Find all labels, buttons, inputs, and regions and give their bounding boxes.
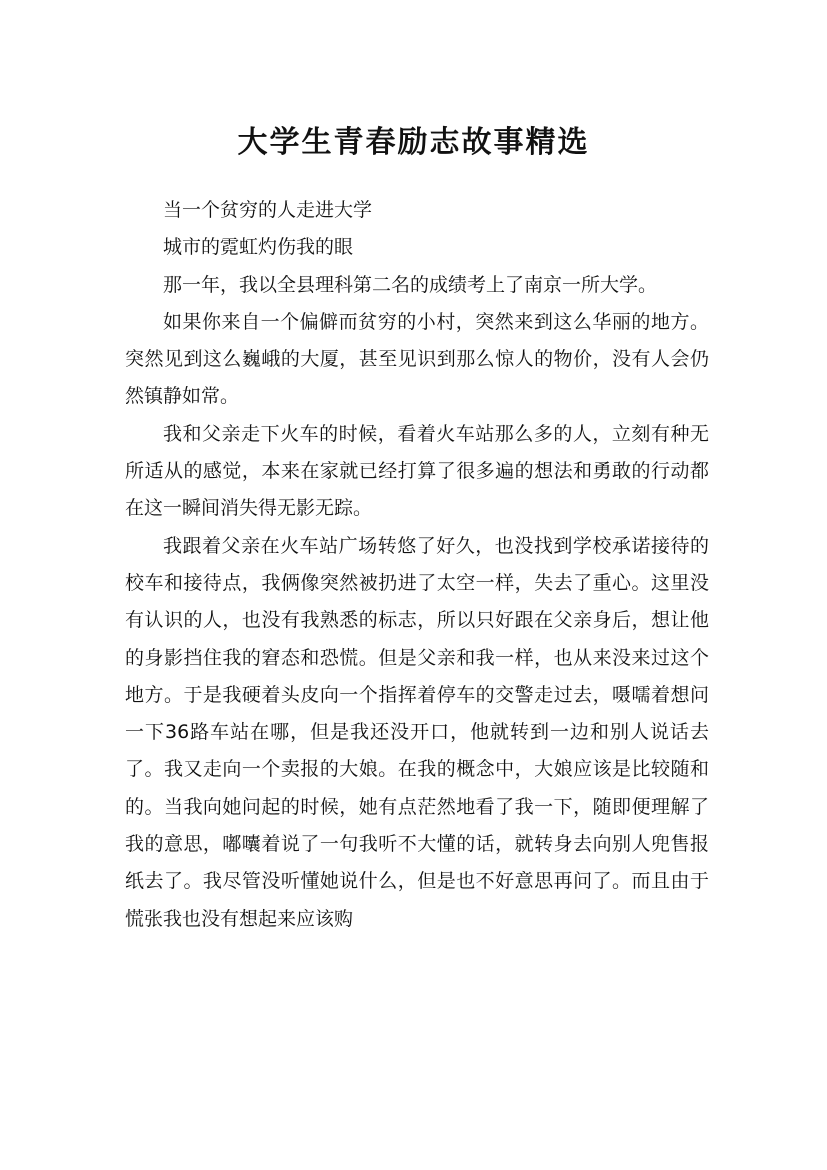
document-title: 大学生青春励志故事精选 bbox=[237, 125, 590, 161]
paragraph-3: 那一年，我以全县理科第二名的成绩考上了南京一所大学。 bbox=[163, 273, 658, 296]
paragraph-2: 城市的霓虹灼伤我的眼 bbox=[163, 236, 354, 259]
paragraph-6: 我跟着父亲在火车站广场转悠了好久，也没找到学校承诺接待的校车和接待点，我俩像突然被扔进了太空一样，失去了重心。这里没有认识的人，也没有我熟悉的标志，所以只好跟在父亲身后，想让他的身影挡住我的窘态和恐慌。但是父亲和我一样，也从来没来过这个地方。于是我硬着头皮向一个指挥着停车的交警走过去，嗫嚅着想问一下36路车站在哪，但是我还没开口，他就转到一边和别人说话去了。我又走向一个卖报的大娘。在我的概念中，大娘应该是比较随和的。当我向她问起的时候，她有点茫然地看了我一下，随即便理解了我的意思，嘟囔着说了一句我听不大懂的话，就转身去向别人兜售报纸去了。我尽管没听懂她说什么，但是也不好意思再问了。而且由于慌张我也没有想起来应该购 bbox=[125, 534, 709, 930]
paragraph-5: 我和父亲走下火车的时候，看着火车站那么多的人，立刻有种无所适从的感觉，本来在家就已经打算了很多遍的想法和勇敢的行动都在这一瞬间消失得无影无踪。 bbox=[125, 422, 709, 520]
document-body bbox=[125, 192, 709, 938]
paragraph-1: 当一个贫穷的人走进大学 bbox=[163, 199, 373, 221]
paragraph-4: 如果你来自一个偏僻而贫穷的小村，突然来到这么华丽的地方。突然见到这么巍峨的大厦，甚至见识到那么惊人的物价，没有人会仍然镇静如常。 bbox=[125, 310, 709, 408]
